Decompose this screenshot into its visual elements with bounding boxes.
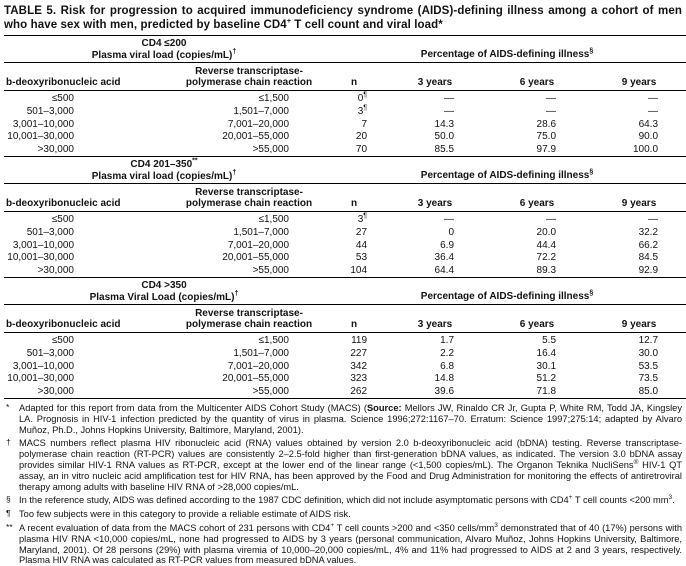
footnote-marker: * [6,401,10,412]
cell-9years: 66.2 [638,239,659,251]
table-row [4,360,686,373]
title-text: TABLE 5. Risk for progression to acquired immunodeficiency syndrome (AIDS)-defining illness among a cohort of men who have sex with men, predicted by baseline CD4 [4,5,682,31]
cell-3years: — [384,211,486,225]
section-cd4-le-200 [4,36,686,157]
footnote-dagger: † MACS numbers reflect plasma HIV ribonucleic acid (RNA) values obtained by version 2.0 b-deoxyribonucleic acid (bDNA) testing. Reverse transcriptase-polymerase chain reaction (RT-PCR) values are consistently 2–2.5-fold higher than first-generation bDNA values, as indicated. The version 3.0 bDNA assay provides similar HIV-1 RNA values as RT-PCR, except at the lower end of the linear range (<1,500 copies/mL). The Organon Teknika NucliSens® HIV-1 QT assay, an in vitro nucleic acid amplification test for HIV RNA, has been approved by the Food and Drug Administration for monitoring the effects of antiretroviral therapy among adults with baseline HIV RNA of >28,000 copies/mL. [6,437,683,492]
cell-9years: 32.2 [638,226,659,238]
cell-bdna-range: 10,001–30,000 [7,131,74,143]
cell-n: 342 [350,360,368,372]
group-header-percentage: Percentage of AIDS-defining illness§ [324,277,686,304]
column-header-row [4,183,686,211]
column-header-bdna: b-deoxyribonucleic acid [4,183,174,211]
cell-3years: 14.3 [434,118,455,130]
cell-rtpcr-range: 20,001–55,000 [222,373,289,385]
section-cd4-201-350 [4,156,686,277]
cell-3years: — [444,105,455,117]
cell-n: 20 [355,131,368,143]
cell-9years: 92.9 [638,265,659,277]
column-header-6years: 6 years [486,304,588,332]
plasma-viral-load-label: Plasma viral load (copies/mL)† [91,169,237,182]
cell-bdna-range: >30,000 [37,386,74,398]
cell-rtpcr-range: >55,000 [252,386,289,398]
cd4-stratum-label: CD4 201–350** [130,157,198,170]
footnote-source: * Adapted for this report from data from the Multicenter AIDS Cohort Study (MACS) (Source: Mellors JW, Rinaldo CR Jr, Gupta P, White RM, Todd JA, Kingsley LA. Prognosis in HIV-1 infection predicted by the quantity of virus in plasma. Science 1996;272:1167–70. Erratum: Science 1997;275:14; adapted by Alvaro Muñoz, Ph.D., Johns Hopkins University, Baltimore, Maryland, 2001). [6,401,683,435]
column-header-9years: 9 years [588,63,686,91]
group-header-viral-load [4,156,324,183]
cell-bdna-range: 3,001–10,000 [12,118,74,130]
cell-6years: — [486,211,588,225]
cell-rtpcr-range: 1,501–7,000 [233,105,289,117]
cell-6years: 30.1 [536,360,557,372]
cell-rtpcr-range: 7,001–20,000 [227,360,289,372]
table-row [4,264,686,277]
group-header-row [4,277,686,304]
cell-6years: 44.4 [536,239,557,251]
footnote-marker: § [6,494,11,505]
cell-3years: 14.8 [434,373,455,385]
cell-9years: 90.0 [638,131,659,143]
cell-bdna-range: 10,001–30,000 [7,373,74,385]
cell-9years: 85.0 [638,386,659,398]
footnotes [4,403,682,566]
cell-9years: — [648,105,659,117]
cell-3years: 85.5 [434,144,455,156]
cell-n: 70 [355,144,368,156]
cell-6years: 89.3 [536,265,557,277]
column-header-9years: 9 years [588,304,686,332]
cell-3years: 6.9 [440,239,455,251]
column-header-3years: 3 years [384,304,486,332]
cell-bdna-range: 3,001–10,000 [12,239,74,251]
cell-3years: 6.8 [440,360,455,372]
cell-bdna-range: 501–3,000 [26,226,74,238]
group-header-percentage: Percentage of AIDS-defining illness§ [324,36,686,63]
group-header-viral-load [4,277,324,304]
column-header-rtpcr: Reverse transcriptase- polymerase chain reaction [174,183,324,211]
group-header-row [4,156,686,183]
cell-rtpcr-range: 7,001–20,000 [227,118,289,130]
cell-bdna-range: 501–3,000 [26,347,74,359]
table-row [4,332,686,346]
footnote-section-sign: § In the reference study, AIDS was defined according to the 1987 CDC definition, which did not include asymptomatic persons with CD4+ T cell counts <200 $mm^3$. [6,494,675,506]
cell-n: 3¶ [357,104,368,117]
column-header-row [4,63,686,91]
cell-6years: 28.6 [536,118,557,130]
cell-n: 27 [355,226,368,238]
table-row [4,372,686,385]
group-header-viral-load [4,36,324,63]
cell-3years: 36.4 [434,252,455,264]
cd4-stratum-label: CD4 ≤200 [141,38,187,49]
cell-n: 7 [361,118,368,130]
cell-n: 323 [350,373,368,385]
cell-n: 0¶ [324,91,384,105]
cell-3years: 50.0 [434,131,455,143]
cell-3years: — [384,91,486,105]
column-header-6years: 6 years [486,63,588,91]
table-row [4,130,686,143]
group-header-percentage: Percentage of AIDS-defining illness§ [324,156,686,183]
title-superscript-plus: + [286,17,292,25]
group-header-row [4,36,686,63]
cell-bdna-range: ≤500 [4,91,174,105]
cell-6years: 75.0 [536,131,557,143]
section-cd4-gt-350 [4,277,686,398]
cell-3years: 1.7 [384,332,486,346]
cell-9years: 100.0 [633,144,659,156]
cell-rtpcr-range: >55,000 [252,265,289,277]
cell-n: 104 [350,265,368,277]
cd4-stratum-label: CD4 >350 [141,279,187,291]
cell-3years: 39.6 [434,386,455,398]
footnote-marker: † [6,437,11,448]
table-row [4,239,686,252]
cell-bdna-range: >30,000 [37,144,74,156]
table-row [4,91,686,105]
cell-6years: 97.9 [536,144,557,156]
footnote-marker: ¶ [6,508,11,519]
risk-progression-table [4,35,686,399]
table-title [4,5,682,32]
column-header-n: n [324,63,384,91]
cell-bdna-range: ≤500 [4,211,174,225]
cell-6years: 71.8 [536,386,557,398]
cell-6years: 51.2 [536,373,557,385]
footnote-pilcrow: ¶ Too few subjects were in this category to provide a reliable estimate of AIDS risk. [6,508,351,520]
table-row [4,105,686,118]
table-row [4,385,686,398]
footnote-double-asterisk: ** A recent evaluation of data from the MACS cohort of 231 persons with CD4+ T cell counts >200 and <350 cells/$mm^3$ demonstrated that of 40 (17%) persons with plasma HIV RNA <10,000 copies/mL, none had progressed to AIDS by 3 years (personal communication, Alvaro Muñoz, Johns Hopkins University, Baltimore, Maryland, 2001). Of 28 persons (29%) with plasma viremia of 10,000–20,000 copies/mL, 4% and 11% had progressed to AIDS at 2 and 3 years, respectively. Plasma HIV RNA was calculated as RT-PCR values from measured bDNA values. [6,521,683,566]
cell-6years: 16.4 [536,347,557,359]
column-header-n: n [324,183,384,211]
cell-6years: 72.2 [536,252,557,264]
cell-3years: 0 [448,226,455,238]
column-header-n: n [324,304,384,332]
cell-n: 3¶ [324,211,384,225]
plasma-viral-load-label: Plasma Viral Load (copies/mL)† [89,290,239,303]
cell-n: 53 [355,252,368,264]
cell-rtpcr-range: ≤1,500 [174,332,324,346]
cell-6years: 20.0 [536,226,557,238]
cell-rtpcr-range: ≤1,500 [174,211,324,225]
cell-9years: 30.0 [638,347,659,359]
cell-6years: 5.5 [486,332,588,346]
column-header-3years: 3 years [384,183,486,211]
cell-n: 262 [350,386,368,398]
column-header-rtpcr: Reverse transcriptase- polymerase chain reaction [174,63,324,91]
cell-6years: — [546,105,557,117]
cell-bdna-range: 501–3,000 [26,105,74,117]
table-row [4,211,686,225]
table-row [4,251,686,264]
table-row [4,347,686,360]
cell-n: 227 [350,347,368,359]
footnote-marker: ** [6,521,13,532]
table-row [4,226,686,239]
cell-rtpcr-range: ≤1,500 [174,91,324,105]
cell-3years: 2.2 [440,347,455,359]
cell-rtpcr-range: 20,001–55,000 [222,252,289,264]
cell-3years: 64.4 [434,265,455,277]
cell-rtpcr-range: 7,001–20,000 [227,239,289,251]
cell-9years: 53.5 [638,360,659,372]
cell-rtpcr-range: 20,001–55,000 [222,131,289,143]
cell-9years: 12.7 [588,332,686,346]
cell-9years: 73.5 [638,373,659,385]
cell-6years: — [486,91,588,105]
column-header-3years: 3 years [384,63,486,91]
column-header-rtpcr: Reverse transcriptase- polymerase chain reaction [174,304,324,332]
cell-bdna-range: >30,000 [37,265,74,277]
cell-9years: — [588,91,686,105]
column-header-6years: 6 years [486,183,588,211]
table-row [4,118,686,131]
cell-9years: 84.5 [638,252,659,264]
cell-bdna-range: 10,001–30,000 [7,252,74,264]
cell-bdna-range: 3,001–10,000 [12,360,74,372]
column-header-9years: 9 years [588,183,686,211]
table-row [4,143,686,156]
column-header-bdna: b-deoxyribonucleic acid [4,304,174,332]
cell-rtpcr-range: 1,501–7,000 [233,226,289,238]
cell-bdna-range: ≤500 [4,332,174,346]
cell-rtpcr-range: 1,501–7,000 [233,347,289,359]
cell-n: 44 [355,239,368,251]
cell-rtpcr-range: >55,000 [252,144,289,156]
column-header-bdna: b-deoxyribonucleic acid [4,63,174,91]
cell-9years: 64.3 [638,118,659,130]
cell-9years: — [588,211,686,225]
title-text-tail: T cell count and viral load* [291,18,443,31]
cell-n: 119 [324,332,384,346]
plasma-viral-load-label: Plasma viral load (copies/mL)† [91,48,237,61]
column-header-row [4,304,686,332]
